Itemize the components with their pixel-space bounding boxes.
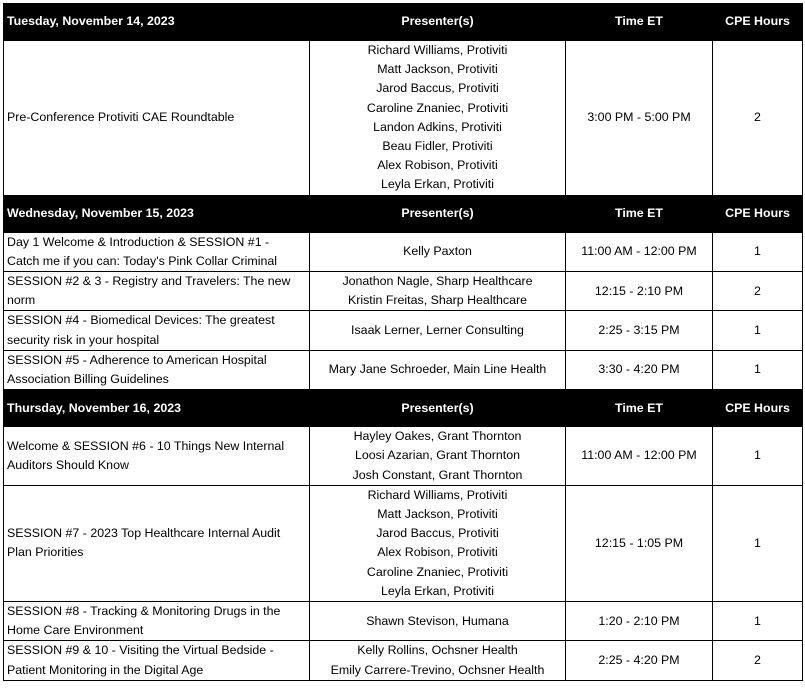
session-presenters — [310, 41, 566, 196]
session-row — [4, 272, 803, 311]
day-date: Thursday, November 16, 2023 — [4, 390, 310, 427]
session-time: 2:25 - 4:20 PM — [566, 641, 713, 680]
presenter-name: Mary Jane Schroeder, Main Line Health — [328, 362, 547, 377]
session-cpe-hours: 1 — [713, 602, 803, 641]
presenter-name: Kelly Paxton — [403, 244, 472, 259]
session-title — [4, 427, 310, 486]
session-presenters — [310, 350, 566, 389]
day-date: Wednesday, November 15, 2023 — [4, 195, 310, 232]
session-title-line: Welcome & SESSION #6 - 10 Things New Internal — [7, 438, 285, 453]
session-title — [4, 311, 310, 350]
session-time: 3:00 PM - 5:00 PM — [566, 41, 713, 196]
cpe-column-header: CPE Hours — [713, 4, 803, 41]
session-title-line: SESSION #2 & 3 - Registry and Travelers: The new — [7, 274, 291, 289]
presenter-name: Josh Constant, Grant Thornton — [352, 467, 523, 482]
presenter-name: Jarod Baccus, Protiviti — [376, 526, 499, 541]
presenter-name: Landon Adkins, Protiviti — [373, 119, 502, 134]
session-time: 12:15 - 1:05 PM — [566, 485, 713, 601]
time-column-header: Time ET — [566, 390, 713, 427]
day-header-row — [4, 195, 803, 232]
session-row — [4, 602, 803, 641]
session-title-line: Patient Monitoring in the Digital Age — [7, 662, 204, 677]
session-title — [4, 641, 310, 680]
presenter-name: Kelly Rollins, Ochsner Health — [357, 643, 518, 658]
presenter-name: Shawn Stevison, Humana — [366, 613, 509, 628]
session-title — [4, 485, 310, 601]
presenter-name: Caroline Znaniec, Protiviti — [366, 564, 509, 579]
time-column-header: Time ET — [566, 195, 713, 232]
presenters-column-header: Presenter(s) — [310, 390, 566, 427]
session-row — [4, 641, 803, 680]
session-presenters — [310, 232, 566, 271]
session-title-line: Plan Priorities — [7, 545, 84, 560]
session-time: 12:15 - 2:10 PM — [566, 272, 713, 311]
presenter-name: Leyla Erkan, Protiviti — [381, 177, 494, 192]
session-row — [4, 427, 803, 486]
session-title-line: security risk in your hospital — [7, 332, 160, 347]
day-date: Tuesday, November 14, 2023 — [4, 4, 310, 41]
presenter-name: Isaak Lerner, Lerner Consulting — [351, 323, 524, 338]
session-row — [4, 350, 803, 389]
day-header-row — [4, 390, 803, 427]
session-title-line: norm — [7, 293, 36, 308]
presenter-name: Beau Fidler, Protiviti — [382, 139, 493, 154]
cpe-column-header: CPE Hours — [713, 195, 803, 232]
session-presenters — [310, 272, 566, 311]
schedule-body — [4, 4, 803, 681]
session-time: 11:00 AM - 12:00 PM — [566, 232, 713, 271]
session-title-line: SESSION #7 - 2023 Top Healthcare Internal Audit — [7, 526, 281, 541]
cpe-column-header: CPE Hours — [713, 390, 803, 427]
session-cpe-hours: 1 — [713, 311, 803, 350]
session-title — [4, 232, 310, 271]
presenter-name: Richard Williams, Protiviti — [367, 43, 508, 57]
session-title-line: Association Billing Guidelines — [7, 372, 169, 387]
presenter-name: Leyla Erkan, Protiviti — [381, 583, 494, 598]
session-cpe-hours: 1 — [713, 485, 803, 601]
presenter-name: Jarod Baccus, Protiviti — [376, 81, 499, 96]
session-cpe-hours: 2 — [713, 41, 803, 196]
session-title — [4, 272, 310, 311]
presenter-name: Alex Robison, Protiviti — [377, 545, 498, 560]
presenter-name: Kristin Freitas, Sharp Healthcare — [347, 293, 528, 308]
presenter-name: Emily Carrere-Trevino, Ochsner Health — [330, 662, 545, 677]
session-row — [4, 311, 803, 350]
session-cpe-hours: 2 — [713, 272, 803, 311]
session-title-line: SESSION #4 - Biomedical Devices: The greatest — [7, 313, 275, 328]
day-header-row — [4, 4, 803, 41]
session-time: 1:20 - 2:10 PM — [566, 602, 713, 641]
session-time: 2:25 - 3:15 PM — [566, 311, 713, 350]
presenter-name: Richard Williams, Protiviti — [367, 487, 508, 502]
session-title — [4, 602, 310, 641]
session-time: 11:00 AM - 12:00 PM — [566, 427, 713, 486]
presenters-column-header: Presenter(s) — [310, 4, 566, 41]
session-title-line: Home Care Environment — [7, 623, 144, 638]
time-column-header: Time ET — [566, 4, 713, 41]
session-cpe-hours: 1 — [713, 232, 803, 271]
presenter-name: Hayley Oakes, Grant Thornton — [353, 429, 522, 444]
session-title-line: SESSION #8 - Tracking & Monitoring Drugs in the — [7, 604, 281, 619]
session-title-line: Catch me if you can: Today's Pink Collar Criminal — [7, 253, 278, 268]
session-row — [4, 41, 803, 196]
session-row — [4, 232, 803, 271]
session-title-line: Auditors Should Know — [7, 458, 129, 473]
presenter-name: Caroline Znaniec, Protiviti — [366, 100, 509, 115]
session-presenters — [310, 427, 566, 486]
session-presenters — [310, 641, 566, 680]
session-title: Pre-Conference Protiviti CAE Roundtable — [4, 41, 310, 196]
presenter-name: Matt Jackson, Protiviti — [377, 507, 498, 522]
session-title-line: SESSION #5 - Adherence to American Hospital — [7, 352, 267, 367]
session-row — [4, 485, 803, 601]
session-title — [4, 350, 310, 389]
session-cpe-hours: 1 — [713, 427, 803, 486]
session-cpe-hours: 2 — [713, 641, 803, 680]
presenter-name: Jonathon Nagle, Sharp Healthcare — [342, 274, 533, 289]
session-presenters — [310, 485, 566, 601]
session-presenters — [310, 311, 566, 350]
presenter-name: Loosi Azarian, Grant Thornton — [354, 448, 521, 463]
session-title-line: Day 1 Welcome & Introduction & SESSION #1 - — [7, 234, 270, 249]
presenters-column-header: Presenter(s) — [310, 195, 566, 232]
session-presenters — [310, 602, 566, 641]
session-time: 3:30 - 4:20 PM — [566, 350, 713, 389]
session-cpe-hours: 1 — [713, 350, 803, 389]
presenter-name: Matt Jackson, Protiviti — [377, 62, 498, 77]
presenter-name: Alex Robison, Protiviti — [377, 158, 498, 173]
schedule-table — [3, 3, 803, 681]
session-title-line: SESSION #9 & 10 - Visiting the Virtual Bedside - — [7, 643, 274, 658]
